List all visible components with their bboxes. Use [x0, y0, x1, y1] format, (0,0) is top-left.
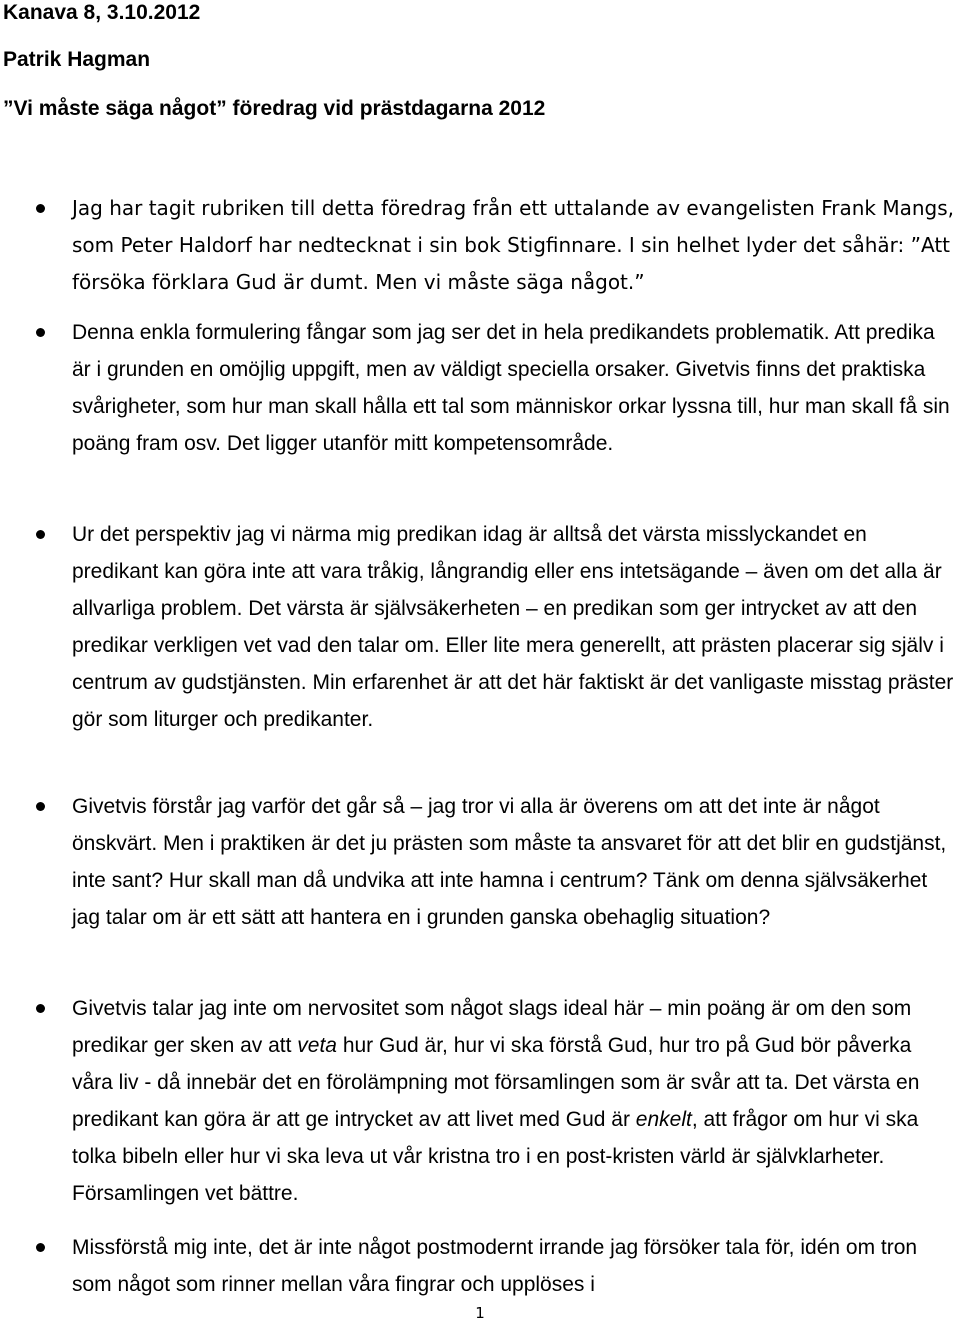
bullet-icon — [36, 328, 45, 337]
emphasis-enkelt: enkelt — [635, 1108, 692, 1131]
list-item — [72, 1229, 957, 1303]
bullet-icon — [36, 1004, 45, 1013]
list-item-text: Missförstå mig inte, det är inte något postmodernt irrande jag försöker tala för, idén om tron som något som rinner mellan våra fingrar och upplöses i — [72, 1236, 918, 1296]
list-item-text-end: , att frågor om hur vi ska tolka bibeln eller hur vi ska leva ut vår kristna tro i en post-kristen värld är självklarheter. Församlingen vet bättre. — [72, 1108, 919, 1205]
list-item — [72, 190, 957, 301]
bullet-icon — [36, 530, 45, 539]
list-item-text: Jag har tagit rubriken till detta föredrag från ett uttalande av evangelisten Frank Mangs, som Peter Haldorf har nedtecknat i sin bok Stigfinnare. I sin helhet lyder det såhär: ”Att försöka förklara Gud är dumt. Men vi måste säga något.” — [72, 196, 955, 294]
list-item-text: Ur det perspektiv jag vi närma mig predikan idag är alltså det värsta misslyckandet en predikant kan göra inte att vara tråkig, långrandig eller ens intetsägande – även om det alla är allvarliga problem. Det värsta är självsäkerheten – en predikan som ger intrycket av att den predikar verkligen vet vad den talar om. Eller lite mera generellt, att prästen placerar sig själv i centrum av gudstjänsten. Min erfarenhet är att det här faktiskt är det vanligaste misstag präster gör som liturger och predikanter. — [72, 523, 954, 731]
bullet-icon — [36, 802, 45, 811]
document-date-line: Kanava 8, 3.10.2012 — [3, 1, 201, 24]
list-item — [72, 314, 957, 462]
document-title: ”Vi måste säga något” föredrag vid prästdagarna 2012 — [3, 97, 546, 120]
list-item — [72, 516, 957, 738]
page-number: 1 — [475, 1304, 485, 1322]
list-item-text-cont: hur Gud är, hur vi ska förstå Gud, hur tro på Gud bör påverka våra liv - då innebär det en förolämpning mot församlingen som är svår att ta. Det värsta en predikant kan göra är att ge intrycket av att livet med Gud är — [72, 1034, 920, 1131]
list-item-text: Givetvis förstår jag varför det går så – jag tror vi alla är överens om att det inte är något önskvärt. Men i praktiken är det ju prästen som måste ta ansvaret för att det blir en gudstjänst, inte sant? Hur skall man då undvika att inte hamna i centrum? Tänk om denna självsäkerhet jag talar om är ett sätt att hantera en i grunden ganska obehaglig situation? — [72, 795, 947, 929]
list-item — [72, 788, 957, 936]
bullet-icon — [36, 204, 45, 213]
author-name: Patrik Hagman — [3, 48, 151, 71]
bullet-icon — [36, 1243, 45, 1252]
list-item-text: Givetvis talar jag inte om nervositet som något slags ideal här – min poäng är om den som predikar ger sken av att — [72, 997, 912, 1057]
emphasis-veta: veta — [297, 1034, 337, 1057]
list-item-text: Denna enkla formulering fångar som jag ser det in hela predikandets problematik. Att predika är i grunden en omöjlig uppgift, men av väldigt speciella orsaker. Givetvis finns det praktiska svårigheter, som hur man skall hålla ett tal som människor orkar lyssna till, hur man skall få sin poäng fram osv. Det ligger utanför mitt kompetensområde. — [72, 321, 950, 455]
list-item — [72, 990, 957, 1212]
